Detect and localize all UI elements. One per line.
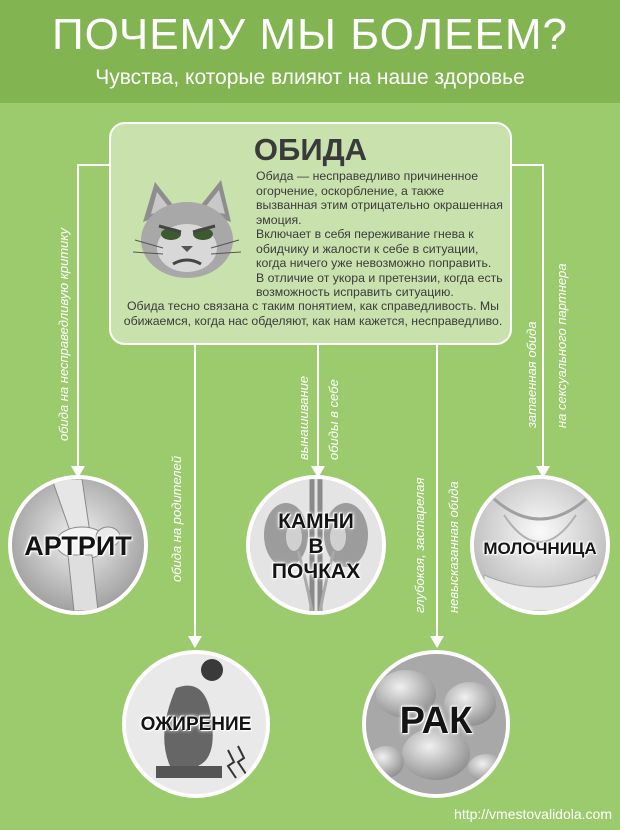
label-obesity: обида на родителей	[169, 455, 184, 582]
kidney-stones-circle	[246, 475, 386, 615]
footnote-text: Обида тесно связана с таким понятием, как справедливость. Мы обижаемся, когда нас обделяют, как нам кажется, несправедливо.	[123, 299, 503, 328]
label-cancer-2: невысказанная обида	[446, 481, 461, 613]
kidney-stones-label	[250, 509, 382, 584]
kidney-label-line-3: ПОЧКАХ	[271, 560, 361, 583]
kidney-label-line-1: КАМНИ	[278, 510, 354, 533]
definition-line: Включает в себя переживание гнева к обидчику и жалости к себе в ситуации, когда ничего уже невозможно поправить.	[256, 227, 492, 270]
label-thrush-1: затаенная обида	[524, 321, 539, 428]
arthritis-circle	[8, 475, 148, 615]
arthritis-label: АРТРИТ	[24, 531, 132, 561]
thrush-label: МОЛОЧНИЦА	[483, 539, 597, 558]
grumpy-cat-image	[133, 170, 241, 280]
page-title: ПОЧЕМУ МЫ БОЛЕЕМ?	[51, 10, 569, 59]
arrowhead-obesity	[188, 636, 202, 648]
cancer-label: РАК	[399, 700, 473, 742]
resentment-box	[109, 122, 512, 345]
definition-text	[256, 169, 506, 300]
thrush-circle	[470, 475, 610, 615]
label-kidney-1: вынашивание	[296, 375, 311, 460]
connector-arthritis	[78, 165, 109, 470]
obesity-circle	[122, 650, 270, 798]
watermark-url: http://vmestovalidola.com	[454, 806, 612, 822]
page-subtitle: Чувства, которые влияют на наше здоровье	[95, 66, 525, 89]
definition-line: В отличие от укора и претензии, когда есть возможность исправить ситуацию.	[256, 270, 503, 299]
kidney-label-line-2: В	[308, 535, 324, 558]
box-title: ОБИДА	[253, 132, 368, 167]
label-kidney-2: обиды в себе	[326, 379, 341, 460]
label-cancer-1: глубокая, застарелая	[412, 477, 427, 613]
cancer-circle	[362, 650, 510, 798]
obesity-label: ОЖИРЕНИЕ	[140, 714, 252, 735]
label-arthritis: обида на несправедливую критику	[56, 227, 71, 441]
arrowhead-cancer	[430, 636, 444, 648]
label-thrush-2: на сексуального партнера	[554, 263, 569, 428]
definition-line: Обида — несправедливо причиненное огорчение, оскорбление, а также вызванная этим отрицательно окрашенная эмоция.	[256, 169, 503, 227]
